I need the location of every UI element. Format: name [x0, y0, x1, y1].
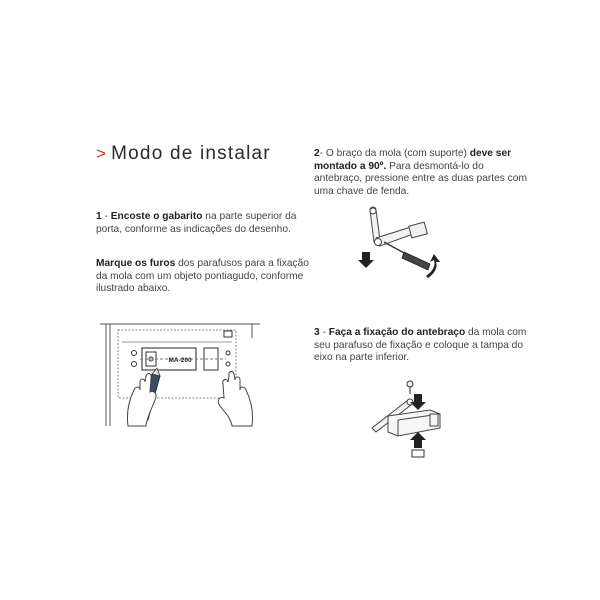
screw-icon [407, 381, 413, 394]
step-1-text: 1 - Encoste o gabarito na parte superior da porta, conforme as indicações do desenho. [96, 211, 297, 235]
step-2-bold: deve ser montado a 90º. [314, 148, 512, 172]
template-illustration [100, 318, 260, 428]
step-2-number: 2 [314, 148, 320, 159]
step-3-number: 3 [314, 327, 320, 338]
step-3-rest: da mola com seu parafuso de fixação e coloque a tampa do eixo na parte inferior. [314, 327, 527, 364]
step-3-text: 3 - Faça a fixação do antebraço da mola com seu parafuso de fixação e coloque a tampa do eixo na parte inferior. [314, 327, 527, 364]
template-label: MA-200 [168, 357, 192, 364]
screwdriver-icon [384, 242, 430, 270]
arrow-up-icon [410, 432, 426, 448]
chevron-right-icon: > [96, 144, 108, 163]
title-text: Modo de instalar [111, 143, 271, 164]
page-title [96, 143, 271, 165]
arrow-down-icon [410, 394, 426, 410]
forearm-fixation-illustration [368, 380, 458, 460]
step-2-text [314, 148, 529, 198]
step-1-rest: na parte superior da porta, conforme as indicações do desenho. [96, 211, 297, 235]
step-3-bold: Faça a fixação do antebraço [328, 327, 466, 338]
step-2-pre: - O braço da mola (com suporte) [319, 148, 467, 159]
step-1b-text [96, 258, 311, 296]
right-hand-icon [218, 372, 252, 426]
step-1-number: 1 [96, 211, 102, 222]
step-1-bold: Encoste o gabarito [110, 211, 203, 222]
arm-screwdriver-illustration [356, 202, 446, 276]
axle-cap [412, 450, 424, 457]
step-1b-bold: Marque os furos [96, 258, 176, 269]
step-1b-rest: dos parafusos para a fixação da mola com um objeto pontiagudo, conforme ilustrado abaixo. [96, 258, 309, 295]
step-2-rest: Para desmontá-lo do antebraço, pressione entre as duas partes com uma chave de fenda. [314, 160, 527, 197]
